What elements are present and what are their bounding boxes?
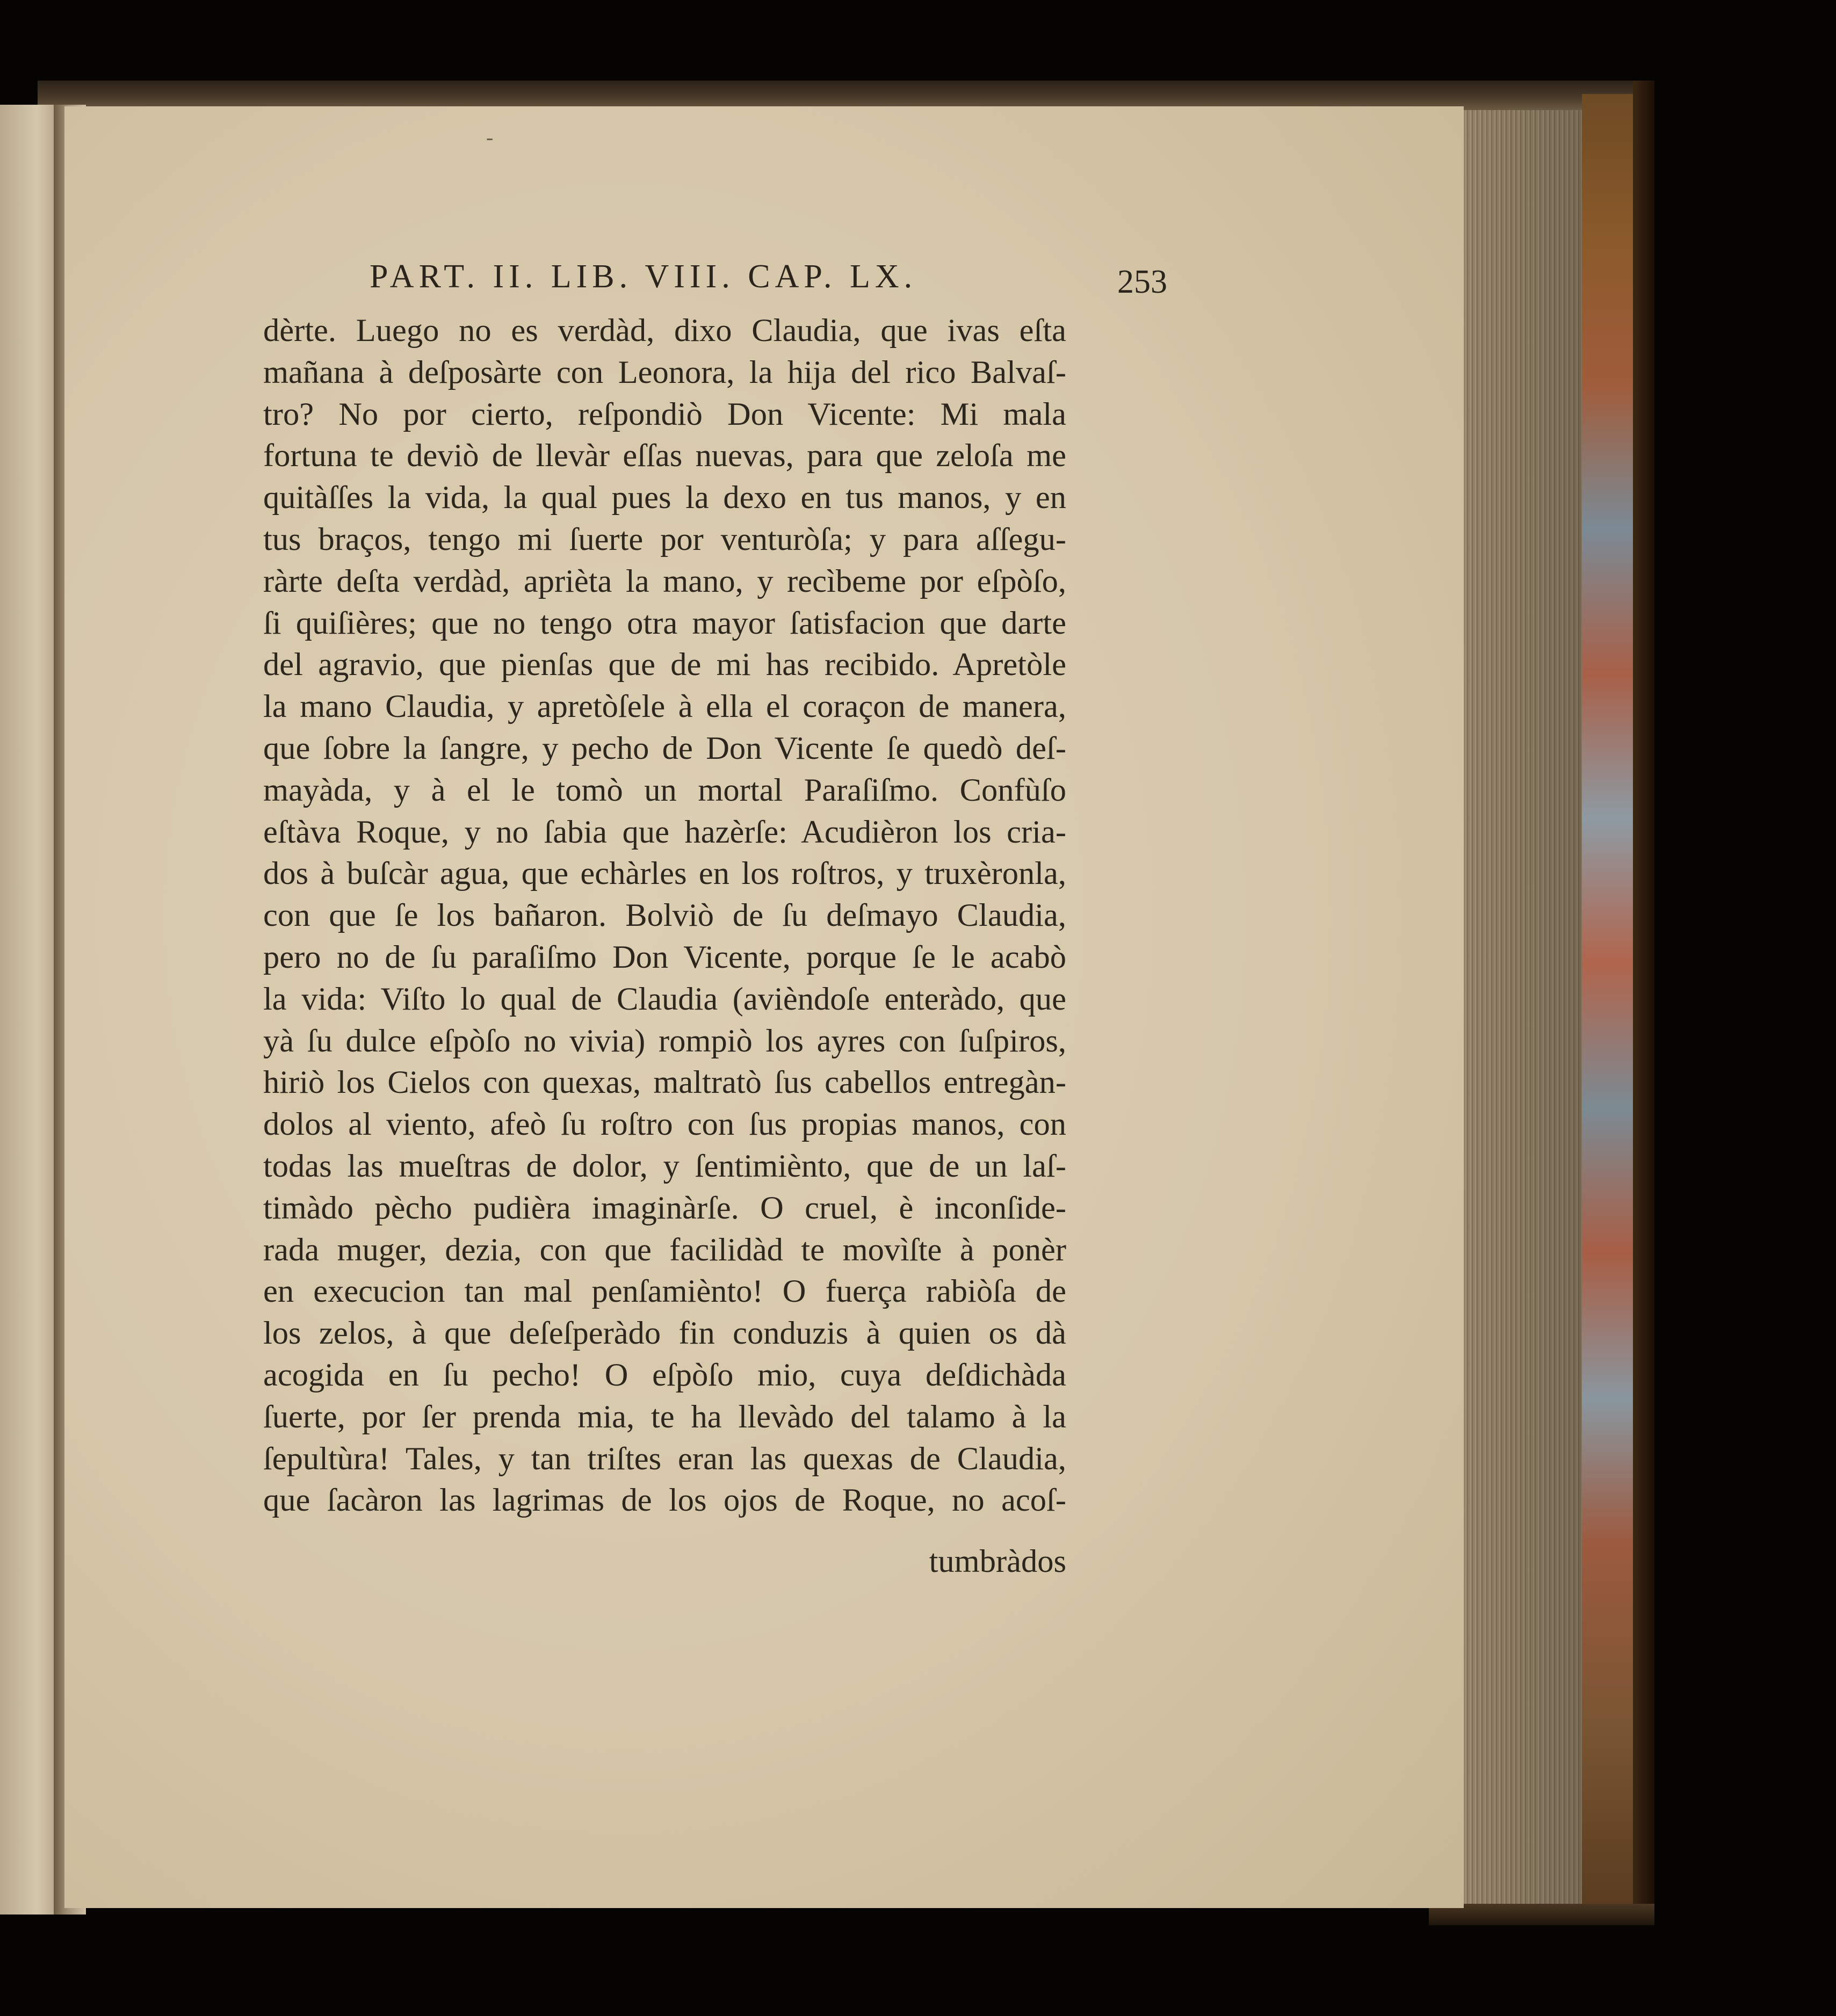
page-top-mark: - (486, 125, 494, 149)
text-line: eſtàva Roque, y no ſabia que hazèrſe: Acudièron los cria- (263, 814, 1066, 850)
text-line: la vida: Viſto lo qual de Claudia (avièndoſe enteràdo, que (263, 981, 1066, 1017)
text-line: mayàda, y à el le tomò un mortal Paraſiſmo. Confùſo (263, 772, 1066, 808)
page-stack-shadow (1455, 110, 1594, 1906)
text-line: mañana à deſposàrte con Leonora, la hija del rico Balvaſ- (263, 354, 1066, 390)
text-line: pero no de ſu paraſiſmo Don Vicente, porque ſe le acabò (263, 939, 1066, 975)
text-line: dos à buſcàr agua, que echàrles en los roſtros, y truxèronla, (263, 855, 1066, 892)
leather-binding-spine (1633, 81, 1654, 1923)
text-line: que ſacàron las lagrimas de los ojos de Roque, no acoſ- (263, 1482, 1066, 1519)
text-line: ràrte deſta verdàd, aprièta la mano, y recìbeme por eſpòſo, (263, 563, 1066, 599)
text-line: ſepultùra! Tales, y tan triſtes eran las quexas de Claudia, (263, 1440, 1066, 1477)
running-head: PART. II. LIB. VIII. CAP. LX. (370, 258, 917, 295)
text-line: rada muger, dezia, con que facilidàd te movìſte à ponèr (263, 1231, 1066, 1268)
text-line: la mano Claudia, y apretòſele à ella el coraçon de manera, (263, 688, 1066, 725)
text-line: ſi quiſières; que no tengo otra mayor ſatisfacion que darte (263, 605, 1066, 641)
text-line: hiriò los Cielos con quexas, maltratò ſus cabellos entregàn- (263, 1064, 1066, 1101)
body-text (263, 310, 1066, 1521)
text-line: tro? No por cierto, reſpondiò Don Vicente: Mi mala (263, 396, 1066, 432)
text-line: en execucion tan mal penſamiènto! O fuerça rabiòſa de (263, 1273, 1066, 1310)
text-line: todas las mueſtras de dolor, y ſentimiènto, que de un laſ- (263, 1148, 1066, 1184)
text-line: ſuerte, por ſer prenda mia, te ha llevàdo del talamo à la (263, 1398, 1066, 1435)
text-line: los zelos, à que deſeſperàdo fin conduzis à quien os dà (263, 1315, 1066, 1352)
text-line: dèrte. Luego no es verdàd, dixo Claudia, que ivas eſta (263, 313, 1066, 349)
catchword: tumbràdos (929, 1543, 1066, 1579)
text-line: del agravio, que pienſas que de mi has recibido. Apretòle (263, 647, 1066, 683)
text-line: yà ſu dulce eſpòſo no vivia) rompiò los ayres con ſuſpiros, (263, 1022, 1066, 1059)
text-line: tus braços, tengo mi ſuerte por venturòſa; y para aſſegu- (263, 521, 1066, 557)
text-line: fortuna te deviò de llevàr eſſas nuevas, para que zeloſa me (263, 438, 1066, 474)
text-line: que ſobre la ſangre, y pecho de Don Vicente ſe quedò deſ- (263, 730, 1066, 766)
text-line: dolos al viento, afeò ſu roſtro con ſus propias manos, con (263, 1106, 1066, 1143)
text-line: timàdo pècho pudièra imaginàrſe. O cruel, è inconſide- (263, 1190, 1066, 1226)
page-number: 253 (1117, 264, 1167, 300)
text-line: con que ſe los bañaron. Bolviò de ſu deſmayo Claudia, (263, 897, 1066, 934)
text-line: acogida en ſu pecho! O eſpòſo mio, cuya deſdichàda (263, 1357, 1066, 1393)
text-line: quitàſſes la vida, la qual pues la dexo en tus manos, y en (263, 480, 1066, 516)
book-cover-top-edge (38, 81, 1649, 110)
